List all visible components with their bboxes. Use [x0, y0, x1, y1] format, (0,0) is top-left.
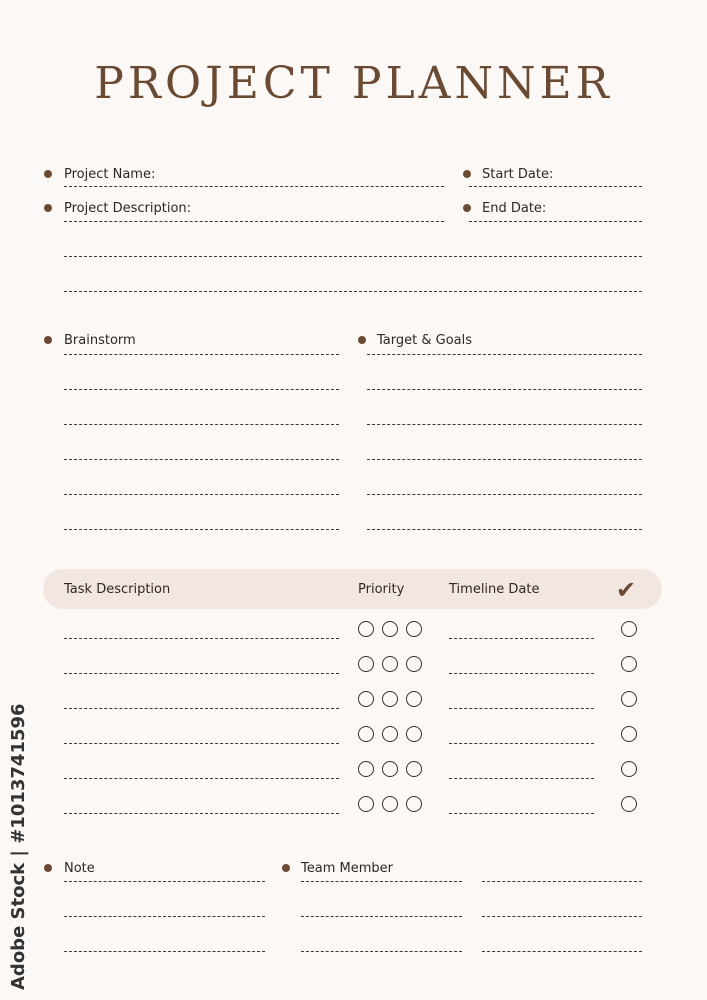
- project-name-label: Project Name:: [64, 167, 156, 182]
- timeline-date-line[interactable]: [449, 708, 594, 709]
- start-date-line[interactable]: [469, 186, 642, 187]
- timeline-date-line[interactable]: [449, 778, 594, 779]
- bullet-icon: [357, 335, 367, 345]
- brainstorm-label: Brainstorm: [64, 333, 136, 348]
- start-date-label: Start Date:: [482, 167, 554, 182]
- done-checkbox[interactable]: [621, 621, 637, 637]
- task-description-line[interactable]: [64, 743, 339, 744]
- priority-circle[interactable]: [406, 796, 422, 812]
- priority-circle[interactable]: [406, 621, 422, 637]
- bullet-icon: [462, 169, 472, 179]
- bullet-icon: [462, 203, 472, 213]
- task-description-line[interactable]: [64, 813, 339, 814]
- description-line[interactable]: [64, 291, 642, 292]
- watermark-text: Adobe Stock | #1013741596: [8, 703, 29, 990]
- done-checkbox[interactable]: [621, 761, 637, 777]
- priority-circle[interactable]: [358, 761, 374, 777]
- team-member-line[interactable]: [301, 951, 462, 952]
- timeline-date-line[interactable]: [449, 638, 594, 639]
- brainstorm-line[interactable]: [64, 459, 339, 460]
- priority-circle[interactable]: [406, 656, 422, 672]
- bullet-icon: [43, 863, 53, 873]
- target-goals-line[interactable]: [367, 389, 642, 390]
- team-member-line[interactable]: [482, 916, 642, 917]
- priority-circle[interactable]: [358, 726, 374, 742]
- priority-circle[interactable]: [382, 796, 398, 812]
- priority-circle[interactable]: [358, 621, 374, 637]
- bullet-icon: [43, 169, 53, 179]
- brainstorm-line[interactable]: [64, 354, 339, 355]
- priority-circle[interactable]: [382, 691, 398, 707]
- done-checkbox[interactable]: [621, 796, 637, 812]
- priority-circle[interactable]: [358, 691, 374, 707]
- priority-header: Priority: [358, 582, 405, 597]
- task-description-line[interactable]: [64, 638, 339, 639]
- timeline-date-header: Timeline Date: [449, 582, 540, 597]
- note-label: Note: [64, 861, 95, 876]
- task-description-header: Task Description: [64, 582, 171, 597]
- team-member-line[interactable]: [482, 951, 642, 952]
- project-name-line[interactable]: [64, 186, 444, 187]
- team-member-line[interactable]: [301, 881, 462, 882]
- team-member-line[interactable]: [482, 881, 642, 882]
- priority-circle[interactable]: [406, 761, 422, 777]
- done-checkbox[interactable]: [621, 726, 637, 742]
- done-checkbox[interactable]: [621, 691, 637, 707]
- project-description-label: Project Description:: [64, 201, 192, 216]
- brainstorm-line[interactable]: [64, 494, 339, 495]
- target-goals-line[interactable]: [367, 494, 642, 495]
- checkmark-icon: ✔: [616, 576, 637, 604]
- task-description-line[interactable]: [64, 778, 339, 779]
- bullet-icon: [281, 863, 291, 873]
- brainstorm-line[interactable]: [64, 389, 339, 390]
- target-goals-line[interactable]: [367, 354, 642, 355]
- end-date-line[interactable]: [469, 221, 642, 222]
- priority-circle[interactable]: [358, 656, 374, 672]
- priority-circle[interactable]: [382, 761, 398, 777]
- priority-circle[interactable]: [406, 691, 422, 707]
- priority-circle[interactable]: [382, 726, 398, 742]
- note-line[interactable]: [64, 881, 265, 882]
- description-line[interactable]: [64, 256, 642, 257]
- priority-circle[interactable]: [382, 621, 398, 637]
- watermark: [8, 703, 36, 990]
- timeline-date-line[interactable]: [449, 673, 594, 674]
- priority-circle[interactable]: [358, 796, 374, 812]
- task-description-line[interactable]: [64, 708, 339, 709]
- note-line[interactable]: [64, 916, 265, 917]
- target-goals-line[interactable]: [367, 459, 642, 460]
- page-title: PROJECT PLANNER: [94, 58, 613, 109]
- task-description-line[interactable]: [64, 673, 339, 674]
- target-goals-line[interactable]: [367, 529, 642, 530]
- priority-circle[interactable]: [406, 726, 422, 742]
- brainstorm-line[interactable]: [64, 424, 339, 425]
- done-checkbox[interactable]: [621, 656, 637, 672]
- project-description-line[interactable]: [64, 221, 444, 222]
- note-line[interactable]: [64, 951, 265, 952]
- bullet-icon: [43, 335, 53, 345]
- timeline-date-line[interactable]: [449, 743, 594, 744]
- bullet-icon: [43, 203, 53, 213]
- target-goals-line[interactable]: [367, 424, 642, 425]
- end-date-label: End Date:: [482, 201, 547, 216]
- team-member-label: Team Member: [301, 861, 393, 876]
- priority-circle[interactable]: [382, 656, 398, 672]
- target-goals-label: Target & Goals: [377, 333, 472, 348]
- team-member-line[interactable]: [301, 916, 462, 917]
- brainstorm-line[interactable]: [64, 529, 339, 530]
- timeline-date-line[interactable]: [449, 813, 594, 814]
